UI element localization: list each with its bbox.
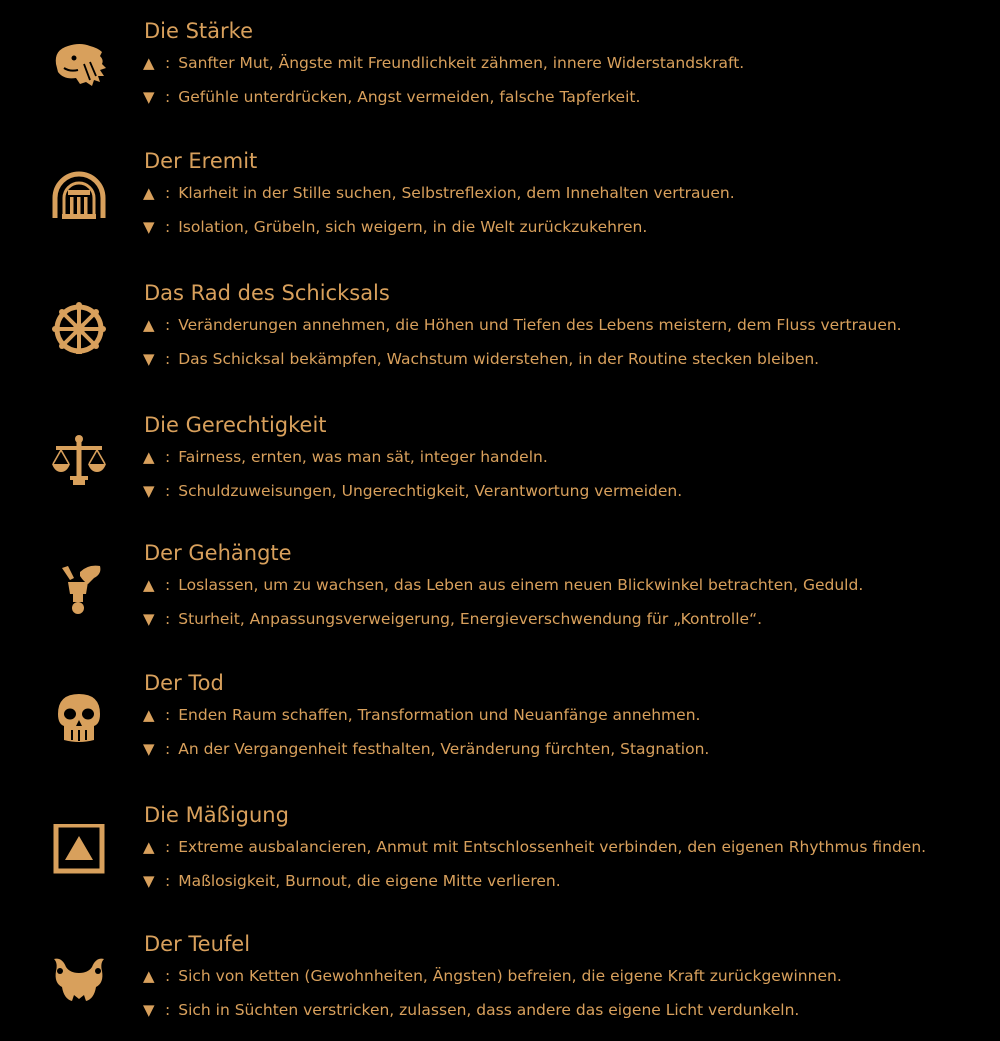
triangle-up-icon: ▲ — [143, 967, 155, 985]
reversed-meaning — [143, 87, 640, 107]
tarot-card-devil — [0, 931, 1000, 1041]
separator: : — [165, 576, 171, 594]
triangle-down-icon: ▼ — [143, 610, 155, 628]
upright-meaning — [143, 183, 735, 203]
upright-meaning — [143, 53, 744, 73]
tarot-card-wheel-of-fortune — [0, 280, 1000, 390]
upright-text: Sanfter Mut, Ängste mit Freundlichkeit zähmen, innere Widerstandskraft. — [178, 54, 745, 72]
separator: : — [165, 88, 171, 106]
reversed-meaning — [143, 871, 561, 891]
reversed-text: Schuldzuweisungen, Ungerechtigkeit, Verantwortung vermeiden. — [178, 482, 683, 500]
separator: : — [165, 967, 171, 985]
upright-text: Loslassen, um zu wachsen, das Leben aus einem neuen Blickwinkel betrachten, Geduld. — [178, 576, 864, 594]
lion-icon — [50, 40, 108, 92]
wheel-icon — [50, 302, 108, 354]
separator: : — [165, 316, 171, 334]
hanged-figure-icon — [50, 562, 108, 614]
triangle-up-icon: ▲ — [143, 448, 155, 466]
triangle-up-icon: ▲ — [143, 316, 155, 334]
upright-text: Enden Raum schaffen, Transformation und Neuanfänge annehmen. — [178, 706, 701, 724]
triangle-up-icon: ▲ — [143, 184, 155, 202]
upright-meaning — [143, 837, 926, 857]
triangle-down-icon: ▼ — [143, 872, 155, 890]
separator: : — [165, 706, 171, 724]
triangle-down-icon: ▼ — [143, 740, 155, 758]
triangle-down-icon: ▼ — [143, 218, 155, 236]
upright-meaning — [143, 315, 902, 335]
upright-meaning — [143, 966, 842, 986]
triangle-down-icon: ▼ — [143, 482, 155, 500]
separator: : — [165, 838, 171, 856]
reversed-text: Sturheit, Anpassungsverweigerung, Energieverschwendung für „Kontrolle“. — [178, 610, 763, 628]
tarot-card-justice — [0, 412, 1000, 522]
reversed-meaning — [143, 1000, 799, 1020]
separator: : — [165, 740, 171, 758]
separator: : — [165, 54, 171, 72]
reversed-text: Sich in Süchten verstricken, zulassen, dass andere das eigene Licht verdunkeln. — [178, 1001, 800, 1019]
triangle-up-icon: ▲ — [143, 706, 155, 724]
reversed-meaning — [143, 739, 709, 759]
triangle-up-icon: ▲ — [143, 838, 155, 856]
tarot-card-death — [0, 670, 1000, 780]
upright-meaning — [143, 575, 863, 595]
lantern-icon — [50, 170, 108, 222]
triangle-up-icon: ▲ — [143, 576, 155, 594]
card-title: Der Teufel — [144, 932, 251, 956]
card-title: Der Tod — [144, 671, 224, 695]
card-title: Der Gehängte — [144, 541, 292, 565]
separator: : — [165, 218, 171, 236]
reversed-text: Maßlosigkeit, Burnout, die eigene Mitte verlieren. — [178, 872, 561, 890]
triangle-up-icon: ▲ — [143, 54, 155, 72]
card-title: Das Rad des Schicksals — [144, 281, 390, 305]
triangle-down-icon: ▼ — [143, 350, 155, 368]
card-title: Die Gerechtigkeit — [144, 413, 327, 437]
triangle-down-icon: ▼ — [143, 1001, 155, 1019]
scales-icon — [50, 434, 108, 486]
tarot-card-hanged-man — [0, 540, 1000, 650]
upright-text: Extreme ausbalancieren, Anmut mit Entschlossenheit verbinden, den eigenen Rhythmus finden. — [178, 838, 927, 856]
reversed-meaning — [143, 609, 762, 629]
upright-meaning — [143, 447, 548, 467]
separator: : — [165, 610, 171, 628]
upright-text: Klarheit in der Stille suchen, Selbstreflexion, dem Innehalten vertrauen. — [178, 184, 735, 202]
separator: : — [165, 448, 171, 466]
reversed-text: Gefühle unterdrücken, Angst vermeiden, falsche Tapferkeit. — [178, 88, 641, 106]
reversed-meaning — [143, 217, 647, 237]
framed-triangle-icon — [50, 824, 108, 876]
upright-meaning — [143, 705, 700, 725]
upright-text: Sich von Ketten (Gewohnheiten, Ängsten) befreien, die eigene Kraft zurückgewinnen. — [178, 967, 842, 985]
tarot-card-hermit — [0, 148, 1000, 258]
tarot-card-strength — [0, 18, 1000, 128]
upright-text: Fairness, ernten, was man sät, integer handeln. — [178, 448, 548, 466]
tarot-card-temperance — [0, 802, 1000, 912]
card-title: Der Eremit — [144, 149, 258, 173]
skull-icon — [50, 692, 108, 744]
separator: : — [165, 350, 171, 368]
card-title: Die Mäßigung — [144, 803, 289, 827]
reversed-meaning — [143, 481, 682, 501]
triangle-down-icon: ▼ — [143, 88, 155, 106]
upright-text: Veränderungen annehmen, die Höhen und Tiefen des Lebens meistern, dem Fluss vertrauen. — [178, 316, 902, 334]
reversed-meaning — [143, 349, 819, 369]
separator: : — [165, 872, 171, 890]
reversed-text: An der Vergangenheit festhalten, Veränderung fürchten, Stagnation. — [178, 740, 710, 758]
devil-horns-icon — [50, 953, 108, 1005]
separator: : — [165, 482, 171, 500]
separator: : — [165, 184, 171, 202]
reversed-text: Isolation, Grübeln, sich weigern, in die Welt zurückzukehren. — [178, 218, 648, 236]
card-title: Die Stärke — [144, 19, 253, 43]
reversed-text: Das Schicksal bekämpfen, Wachstum widerstehen, in der Routine stecken bleiben. — [178, 350, 820, 368]
separator: : — [165, 1001, 171, 1019]
